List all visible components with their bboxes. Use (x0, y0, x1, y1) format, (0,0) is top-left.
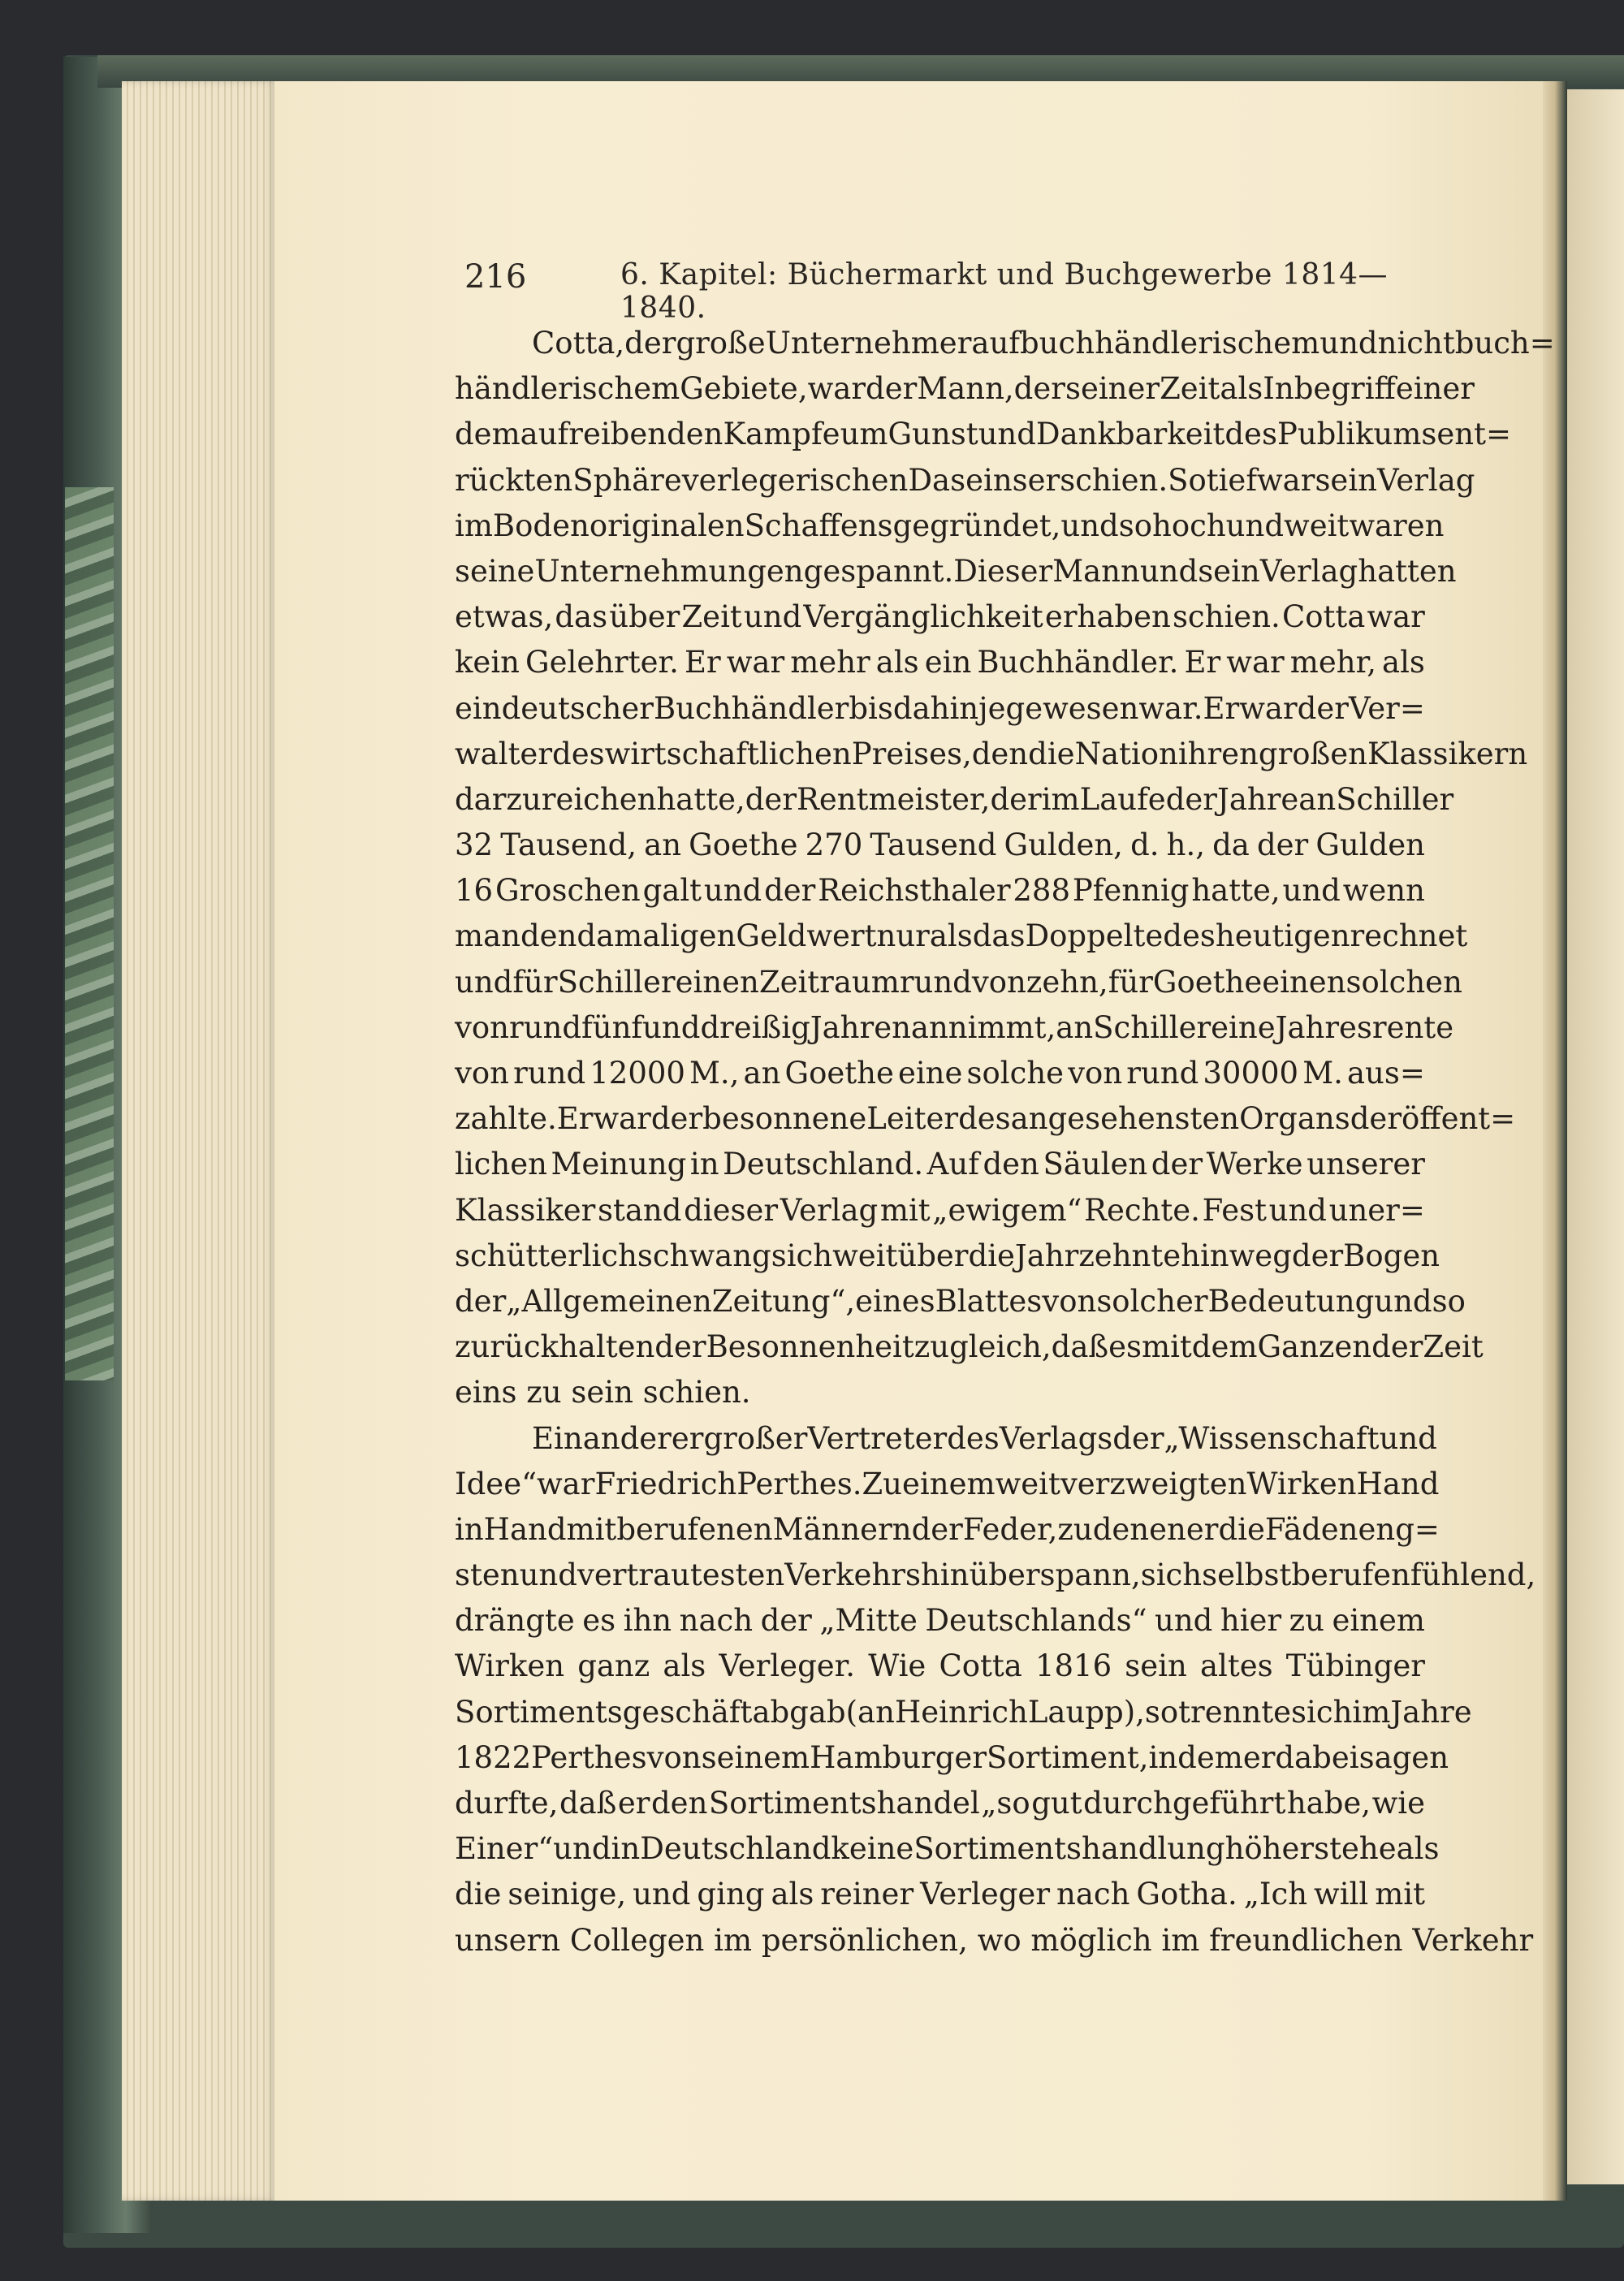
text-line: Ein anderer großer Vertreter des Verlags der „Wissenschaft und (532, 1420, 1437, 1456)
text-line: schütterlich schwang sich weit über die Jahrzehnte hinweg der Bogen (455, 1238, 1440, 1273)
text-line: lichen Meinung in Deutschland. Auf den Säulen der Werke unserer (455, 1147, 1425, 1182)
page-number: 216 (464, 258, 527, 296)
text-line: darzureichen hatte, der Rentmeister, der im Laufe der Jahre an Schiller (455, 781, 1454, 817)
text-line: sten und vertrautesten Verkehrs hinüberspann, sich selbst berufen fühlend, (455, 1557, 1536, 1593)
text-line: zahlte. Er war der besonnene Leiter des angesehensten Organs der öffent= (455, 1101, 1516, 1137)
page-stack-edges (122, 81, 276, 2201)
text-line: walter des wirtschaftlichen Preises, den die Nation ihren großen Klassikern (455, 736, 1528, 771)
text-line: Idee“ war Friedrich Perthes. Zu einem weitverzweigten Wirken Hand (455, 1466, 1440, 1501)
paragraph (455, 1416, 1536, 1963)
text-line: eins zu sein schien. (455, 1375, 751, 1411)
text-line: man den damaligen Geldwert nur als das Doppelte des heutigen rechnet (455, 918, 1468, 954)
text-line: seine Unternehmungen gespannt. Dieser Mann und sein Verlag hatten (455, 553, 1457, 589)
page-gutter (1543, 81, 1567, 2201)
text-line: 32 Tausend, an Goethe 270 Tausend Gulden, d. h., da der Gulden (455, 827, 1425, 863)
running-title: 6. Kapitel: Büchermarkt und Buchgewerbe 1814—1840. (620, 258, 1389, 325)
text-line: im Boden originalen Schaffens gegründet, und so hoch und weit waren (455, 508, 1445, 543)
text-line: Klassiker stand dieser Verlag mit „ewigem“ Rechte. Fest und uner= (455, 1192, 1425, 1228)
text-line: etwas, das über Zeit und Vergänglichkeit erhaben schien. Cotta war (455, 599, 1425, 635)
text-line: von rund 12000 M., an Goethe eine solche von rund 30000 M. aus= (455, 1056, 1425, 1091)
text-line: drängte es ihn nach der „Mitte Deutschlands“ und hier zu einem (455, 1603, 1425, 1639)
page-header (464, 258, 1423, 325)
text-line: die seinige, und ging als reiner Verleger nach Gotha. „Ich will mit (455, 1877, 1425, 1912)
facing-page-edge (1561, 89, 1624, 2184)
text-line: 16 Groschen galt und der Reichsthaler 288 Pfennig hatte, und wenn (455, 873, 1425, 909)
text-line: zurückhaltender Besonnenheit zugleich, daß es mit dem Ganzen der Zeit (455, 1329, 1484, 1365)
text-line: Cotta, der große Unternehmer auf buchhändlerischem und nichtbuch= (532, 326, 1555, 361)
marbled-endpaper (65, 487, 114, 1380)
text-line: Einer“ und in Deutschland keine Sortimentshandlung höher stehe als (455, 1831, 1440, 1867)
text-line: Wirken ganz als Verleger. Wie Cotta 1816 sein altes Tübinger (455, 1648, 1425, 1684)
text-line: 1822 Perthes von seinem Hamburger Sortiment, indem er dabei sagen (455, 1739, 1449, 1775)
text-line: von rund fünfunddreißig Jahren annimmt, an Schiller eine Jahresrente (455, 1009, 1454, 1045)
text-line: Sortimentsgeschäft abgab (an Heinrich Laupp), so trennte sich im Jahre (455, 1694, 1472, 1730)
text-line: kein Gelehrter. Er war mehr als ein Buchhändler. Er war mehr, als (455, 645, 1425, 680)
paragraph (455, 321, 1555, 1416)
text-line: durfte, daß er den Sortimentshandel „so gut durchgeführt habe, wie (455, 1786, 1425, 1821)
body-text (455, 321, 1555, 1963)
text-line: händlerischem Gebiete, war der Mann, der seiner Zeit als Inbegriff einer (455, 371, 1475, 407)
text-line: unsern Collegen im persönlichen, wo möglich im freundlichen Verkehr (455, 1922, 1534, 1958)
text-line: dem aufreibenden Kampfe um Gunst und Dankbarkeit des Publikums ent= (455, 417, 1511, 452)
text-line: in Hand mit berufenen Männern der Feder, zu denen er die Fäden eng= (455, 1511, 1440, 1547)
text-line: ein deutscher Buchhändler bis dahin je gewesen war. Er war der Ver= (455, 690, 1425, 726)
text-line: und für Schiller einen Zeitraum rund von zehn, für Goethe einen solchen (455, 964, 1462, 1000)
text-line: der „Allgemeinen Zeitung“, eines Blattes von solcher Bedeutung und so (455, 1283, 1466, 1319)
text-line: rückten Sphäre verlegerischen Daseins erschien. So tief war sein Verlag (455, 462, 1475, 498)
